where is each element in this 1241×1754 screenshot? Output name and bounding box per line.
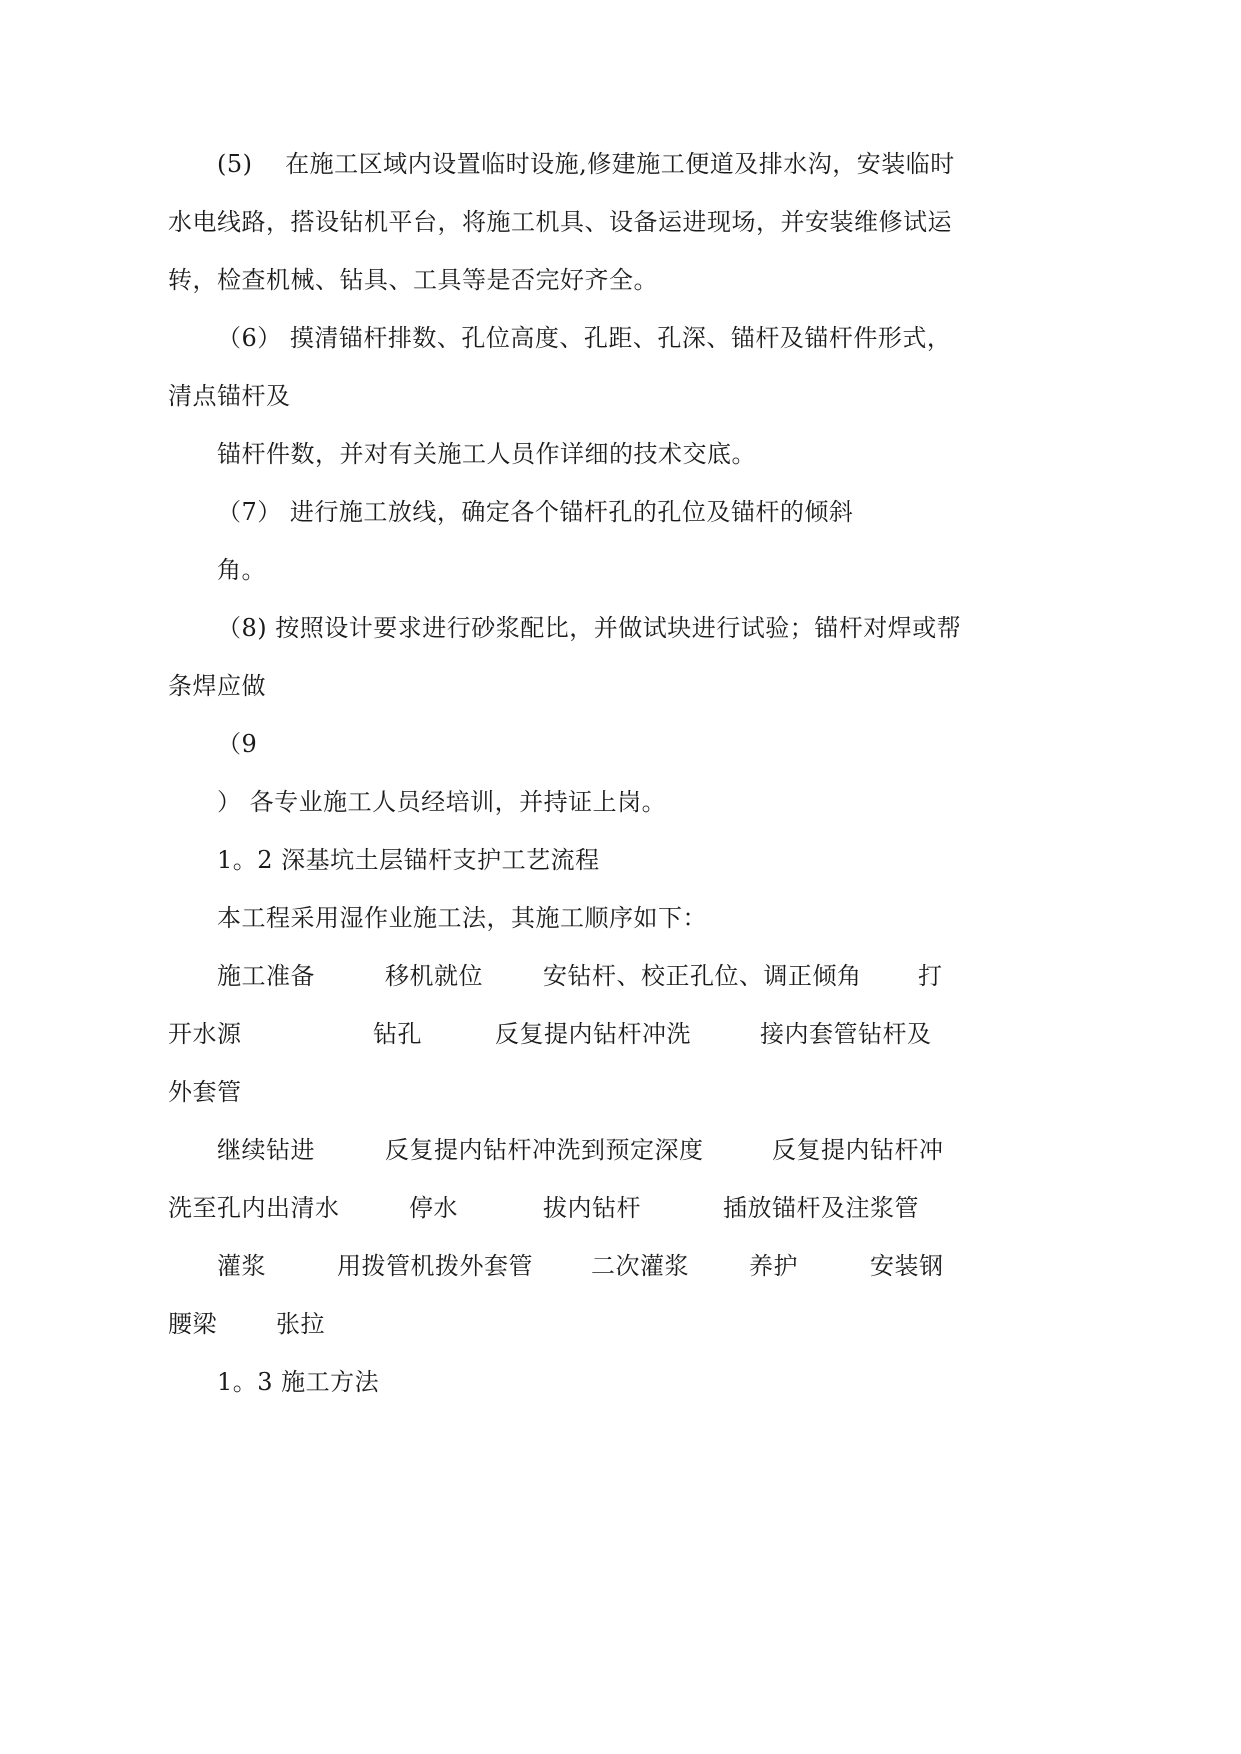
flow-step: 灌浆	[217, 1252, 266, 1280]
text-segment: 条焊应做	[168, 672, 266, 700]
text-segment: 本工程采用湿作业施工法，其施工顺序如下：	[217, 904, 707, 932]
flow-step: 张拉	[276, 1310, 325, 1338]
flow-step: 二次灌浆	[591, 1252, 689, 1280]
flow-step: 反复提内钻杆冲洗到预定深度	[385, 1136, 704, 1164]
text-segment: 清点锚杆及	[168, 382, 291, 410]
flow-step: 开水源	[168, 1020, 242, 1048]
flow-step: 洗至孔内出清水	[168, 1194, 340, 1222]
flow-step: 打	[918, 962, 943, 990]
flow-step: 拔内钻杆	[543, 1194, 641, 1222]
flow-step: 安装钢	[870, 1252, 944, 1280]
text-segment: 锚杆件数，并对有关施工人员作详细的技术交底。	[217, 440, 756, 468]
flow-step: 安钻杆、校正孔位、调正倾角	[543, 962, 862, 990]
flow-step: 施工准备	[217, 962, 315, 990]
flow-step: 钻孔	[373, 1020, 422, 1048]
flow-step: 用拨管机拨外套管	[337, 1252, 533, 1280]
flow-step: 插放锚杆及注浆管	[723, 1194, 919, 1222]
text-segment: （6） 摸清锚杆排数、孔位高度、孔距、孔深、锚杆及锚杆件形式，	[217, 324, 952, 352]
flow-step: 反复提内钻杆冲洗	[495, 1020, 691, 1048]
text-segment: （8) 按照设计要求进行砂浆配比，并做试块进行试验；锚杆对焊或帮	[217, 614, 962, 642]
flow-step: 接内套管钻杆及	[760, 1020, 932, 1048]
flow-step: 养护	[749, 1252, 798, 1280]
text-segment: 1。2 深基坑土层锚杆支护工艺流程	[217, 846, 600, 874]
flow-step: 移机就位	[385, 962, 483, 990]
flow-step: 外套管	[168, 1078, 242, 1106]
text-segment: 1。3 施工方法	[217, 1368, 380, 1396]
text-segment: 水电线路，搭设钻机平台，将施工机具、设备运进现场，并安装维修试运	[168, 208, 952, 236]
text-segment: ） 各专业施工人员经培训，并持证上岗。	[217, 788, 667, 816]
text-segment: （7） 进行施工放线，确定各个锚杆孔的孔位及锚杆的倾斜	[217, 498, 854, 526]
flow-step: 继续钻进	[217, 1136, 315, 1164]
flow-step: 停水	[409, 1194, 458, 1222]
text-segment: (5) 在施工区域内设置临时设施,修建施工便道及排水沟，安装临时	[217, 150, 955, 178]
text-segment: 转，检查机械、钻具、工具等是否完好齐全。	[168, 266, 658, 294]
text-segment: （9	[217, 730, 258, 758]
flow-step: 反复提内钻杆冲	[772, 1136, 944, 1164]
text-segment: 角。	[217, 556, 266, 584]
flow-step: 腰梁	[168, 1310, 217, 1338]
